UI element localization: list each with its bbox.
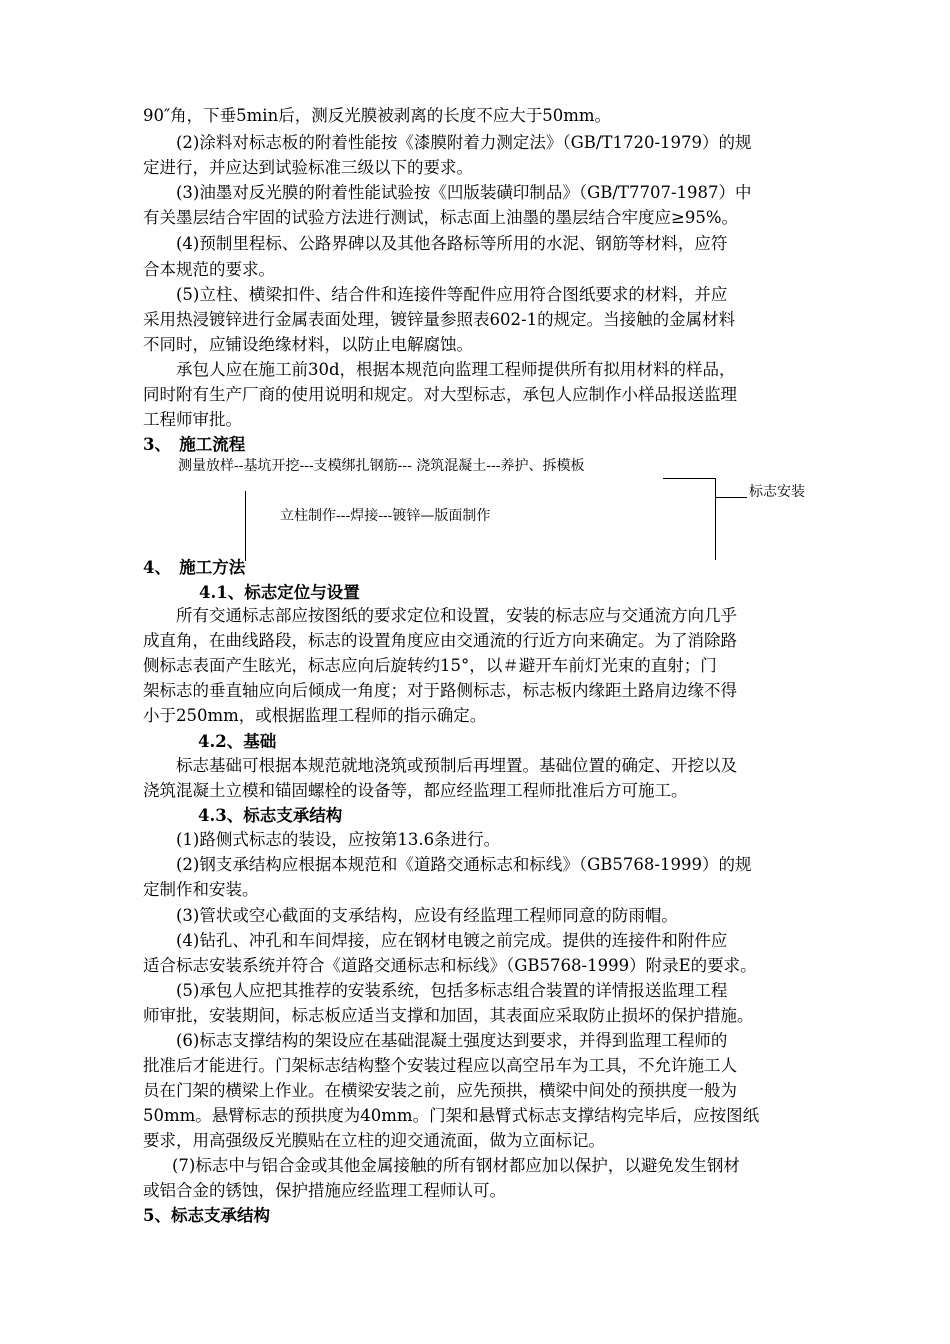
flow-step-row-1: 测量放样--基坑开挖---支模绑扎钢筋--- 浇筑混凝土---养护、拆模板 xyxy=(178,458,585,474)
paragraph-line: (5)立柱、横梁扣件、结合件和连接件等配件应用符合图纸要求的材料，并应 xyxy=(176,285,728,304)
flow-connector xyxy=(663,478,715,479)
flow-step-row-2: 立柱制作---焊接---镀锌—版面制作 xyxy=(280,508,491,524)
subsection-heading-4-3: 4.3、标志支承结构 xyxy=(198,806,343,825)
paragraph-line: 或铝合金的锈蚀，保护措施应经监理工程师认可。 xyxy=(143,1181,506,1200)
paragraph-line: 同时附有生产厂商的使用说明和规定。对大型标志，承包人应制作小样品报送监理 xyxy=(143,385,737,404)
paragraph-line: 员在门架的横梁上作业。在横梁安装之前，应先预拱，横梁中间处的预拱度一般为 xyxy=(143,1081,737,1100)
flow-connector xyxy=(245,491,246,561)
paragraph-line: 50mm。悬臂标志的预拱度为40mm。门架和悬臂式标志支撑结构完毕后，应按图纸 xyxy=(143,1106,760,1125)
paragraph-line: (3)管状或空心截面的支承结构，应设有经监理工程师同意的防雨帽。 xyxy=(176,906,678,925)
paragraph-line: (3)油墨对反光膜的附着性能试验按《凹版装磺印制品》（GB/T7707-1987）中 xyxy=(176,183,752,202)
paragraph-line: 承包人应在施工前30d，根据本规范向监理工程师提供所有拟用材料的样品， xyxy=(176,360,736,379)
paragraph-line: 批准后才能进行。门架标志结构整个安装过程应以高空吊车为工具，不允许施工人 xyxy=(143,1056,737,1075)
paragraph-line: 有关墨层结合牢固的试验方法进行测试，标志面上油墨的墨层结合牢度应≥95%。 xyxy=(143,208,738,227)
paragraph-line: 工程师审批。 xyxy=(143,410,242,429)
flow-connector xyxy=(715,478,716,560)
paragraph-line: 架标志的垂直轴应向后倾成一角度；对于路侧标志，标志板内缘距土路肩边缘不得 xyxy=(143,681,737,700)
section-heading-4: 4、 施工方法 xyxy=(143,558,246,577)
paragraph-line: 不同时，应铺设绝缘材料，以防止电解腐蚀。 xyxy=(143,335,473,354)
paragraph-line: 合本规范的要求。 xyxy=(143,260,275,279)
subsection-heading-4-1: 4.1、标志定位与设置 xyxy=(199,583,360,602)
subsection-heading-4-2: 4.2、基础 xyxy=(198,732,277,751)
paragraph-line: (1)路侧式标志的装设，应按第13.6条进行。 xyxy=(176,830,501,849)
paragraph-line: (6)标志支撑结构的架设应在基础混凝土强度达到要求，并得到监理工程师的 xyxy=(176,1031,728,1050)
paragraph-line: 成直角，在曲线路段，标志的设置角度应由交通流的行近方向来确定。为了消除路 xyxy=(143,631,737,650)
paragraph-line: 90″角，下垂5min后，测反光膜被剥离的长度不应大于50mm。 xyxy=(143,106,611,125)
paragraph-line: 采用热浸镀锌进行金属表面处理，镀锌量参照表602-1的规定。当接触的金属材料 xyxy=(143,310,736,329)
section-heading-3: 3、 施工流程 xyxy=(143,435,246,454)
section-heading-5: 5、标志支承结构 xyxy=(143,1206,270,1225)
paragraph-line: 定进行，并应达到试验标准三级以下的要求。 xyxy=(143,158,473,177)
paragraph-line: 师审批，安装期间，标志板应适当支撑和加固，其表面应采取防止损坏的保护措施。 xyxy=(143,1006,754,1025)
paragraph-line: (2)钢支承结构应根据本规范和《道路交通标志和标线》（GB5768-1999）的规 xyxy=(176,855,752,874)
paragraph-line: (5)承包人应把其推荐的安装系统，包括多标志组合装置的详情报送监理工程 xyxy=(176,981,728,1000)
paragraph-line: (2)涂料对标志板的附着性能按《漆膜附着力测定法》（GB/T1720-1979）的规 xyxy=(176,133,752,152)
paragraph-line: (7)标志中与铝合金或其他金属接触的所有钢材都应加以保护，以避免发生钢材 xyxy=(172,1156,740,1175)
paragraph-line: 所有交通标志部应按图纸的要求定位和设置，安装的标志应与交通流方向几乎 xyxy=(176,606,737,625)
flow-connector xyxy=(715,497,747,498)
paragraph-line: 浇筑混凝土立模和锚固螺栓的设备等，都应经监理工程师批准后方可施工。 xyxy=(143,781,688,800)
paragraph-line: (4)钻孔、冲孔和车间焊接，应在钢材电镀之前完成。提供的连接件和附件应 xyxy=(176,931,728,950)
paragraph-line: 定制作和安装。 xyxy=(143,880,259,899)
paragraph-line: 小于250mm，或根据监理工程师的指示确定。 xyxy=(143,706,487,725)
flow-result: 标志安装 xyxy=(749,484,805,500)
paragraph-line: 标志基础可根据本规范就地浇筑或预制后再埋置。基础位置的确定、开挖以及 xyxy=(176,756,737,775)
paragraph-line: 侧标志表面产生眩光，标志应向后旋转约15°，以＃避开车前灯光束的直射；门 xyxy=(143,656,717,675)
paragraph-line: 要求，用高强级反光膜贴在立柱的迎交通流面，做为立面标记。 xyxy=(143,1131,605,1150)
paragraph-line: (4)预制里程标、公路界碑以及其他各路标等所用的水泥、钢筋等材料，应符 xyxy=(176,234,728,253)
paragraph-line: 适合标志安装系统并符合《道路交通标志和标线》（GB5768-1999）附录E的要求。 xyxy=(143,956,757,975)
